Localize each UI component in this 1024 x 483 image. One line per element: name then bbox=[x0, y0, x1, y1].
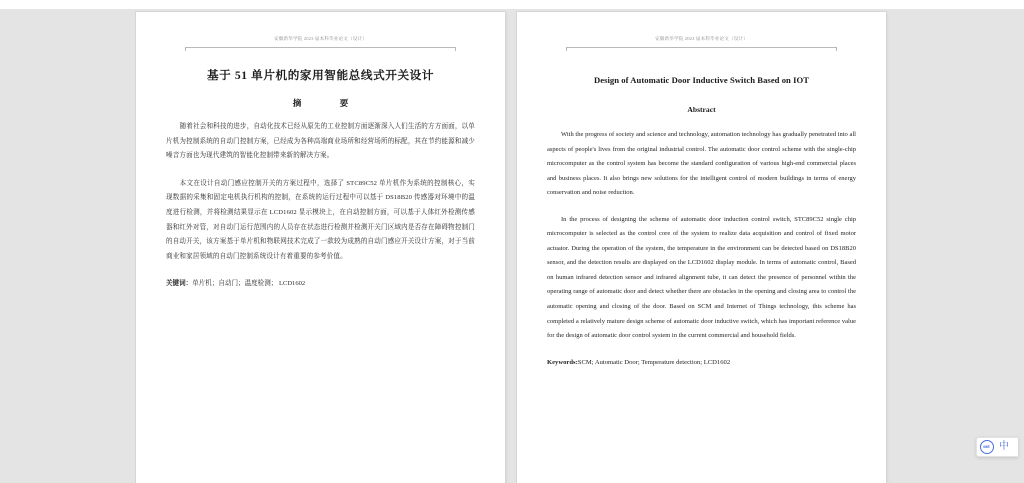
running-header-text: 安徽新华学院 2023 届本科毕业论文（设计） bbox=[654, 36, 749, 41]
page-1-section-heading: 摘 要 bbox=[292, 98, 356, 108]
page-2-section-heading: Abstract bbox=[687, 105, 716, 114]
document-page-2[interactable] bbox=[517, 12, 886, 483]
page-1-paragraph-1: 随着社会和科技的进步，自动化技术已经从原先的工业控制方面逐渐深入人们生活的方方面面，以单片机为控制系统的自动门控制方案，已经成为各种高端商业场所和经营场所的标配，其在节约能源和减少噪音方面也为现代建筑的智能化控制带来新的解决方案。 bbox=[166, 123, 475, 160]
page-2-title: Design of Automatic Door Inductive Switch Based on IOT bbox=[593, 75, 809, 85]
page-1-body bbox=[166, 120, 475, 264]
viewer-top-strip bbox=[0, 0, 1024, 9]
page-2-keywords bbox=[547, 356, 856, 369]
page-2-paragraph-2: In the process of designing the scheme of automatic door induction control switch, STC89C52 single chip microcomputer is selected as the control core of the system to realize data acquisition and control of fixed motor actuator. During the operation of the system, the temperature in the environment can be detected based on DS18B20 sensor, and the detection results are displayed on the LCD1602 display module. In terms of automatic control, Based on human infrared detection sensor and infrared alignment tube, it can detect the presence of personnel within the operating range of automatic door and detect whether there are obstacles in the opening and closing area to control the automatic opening and closing of the door. Based on SCM and Internet of Things technology, this scheme has completed a relatively mature design scheme of automatic door inductive switch, which has important reference value for the design of automatic door control system in the current commercial and household fields. bbox=[547, 215, 856, 340]
page-1-title: 基于 51 单片机的家用智能总线式开关设计 bbox=[206, 69, 435, 82]
page-2-keywords-label: Keywords: bbox=[547, 358, 578, 366]
page-2-content bbox=[517, 12, 886, 483]
page-2-body bbox=[547, 128, 856, 344]
ime-logo-icon[interactable] bbox=[980, 440, 994, 454]
page-1-paragraph-2: 本文在设计自动门感应控制开关的方案过程中，选择了 STC89C52 单片机作为系统的控制核心，实现数据的采集和固定电机执行机构的控制，在系统的运行过程中可以基于 DS18B20 传感器对环境中的温度进行检测，并将检测结果显示在 LCD1602 显示模块上，在自动控制方面，可以基于人体红外检测传感器和红外对管，对自动门运行范围内的人员存在状态进行检测并检测开关门区域内是否存在障碍物控制门的自动开关，该方案基于单片机和物联网技术完成了一款较为成熟的自动门感应开关设计方案，对于当前商业和家居领域的自动门控制系统设计有着重要的参考价值。 bbox=[166, 179, 475, 260]
page-1-content bbox=[136, 12, 505, 483]
page-1-keywords-value: 单片机；自动门；温度检测； LCD1602 bbox=[192, 280, 306, 288]
page-1-keywords-label: 关键词： bbox=[166, 280, 193, 288]
running-header-rule bbox=[185, 47, 456, 51]
running-header-rule bbox=[566, 47, 837, 51]
ime-mode-toggle[interactable]: 中 bbox=[999, 441, 1009, 452]
page-1-keywords bbox=[166, 277, 475, 291]
page-2-running-header bbox=[547, 34, 856, 56]
document-page-1[interactable] bbox=[136, 12, 505, 483]
ime-indicator-bar[interactable] bbox=[976, 437, 1018, 457]
running-header-text: 安徽新华学院 2023 届本科毕业论文（设计） bbox=[273, 36, 368, 41]
page-2-keywords-value: SCM; Automatic Door; Temperature detection; LCD1602 bbox=[577, 358, 731, 366]
ime-logo-text: IME bbox=[983, 444, 991, 449]
page-2-paragraph-1: With the progress of society and science and technology, automation technology has gradually penetrated into all aspects of people's lives from the original industrial control. The automatic door control scheme with the single-chip microcomputer as the control system has become the standard configuration of various high-end commercial places and business places. It also brings new solutions for the intelligent control of modern buildings in terms of energy conservation and noise reduction. bbox=[547, 131, 856, 197]
page-1-running-header bbox=[166, 34, 475, 56]
